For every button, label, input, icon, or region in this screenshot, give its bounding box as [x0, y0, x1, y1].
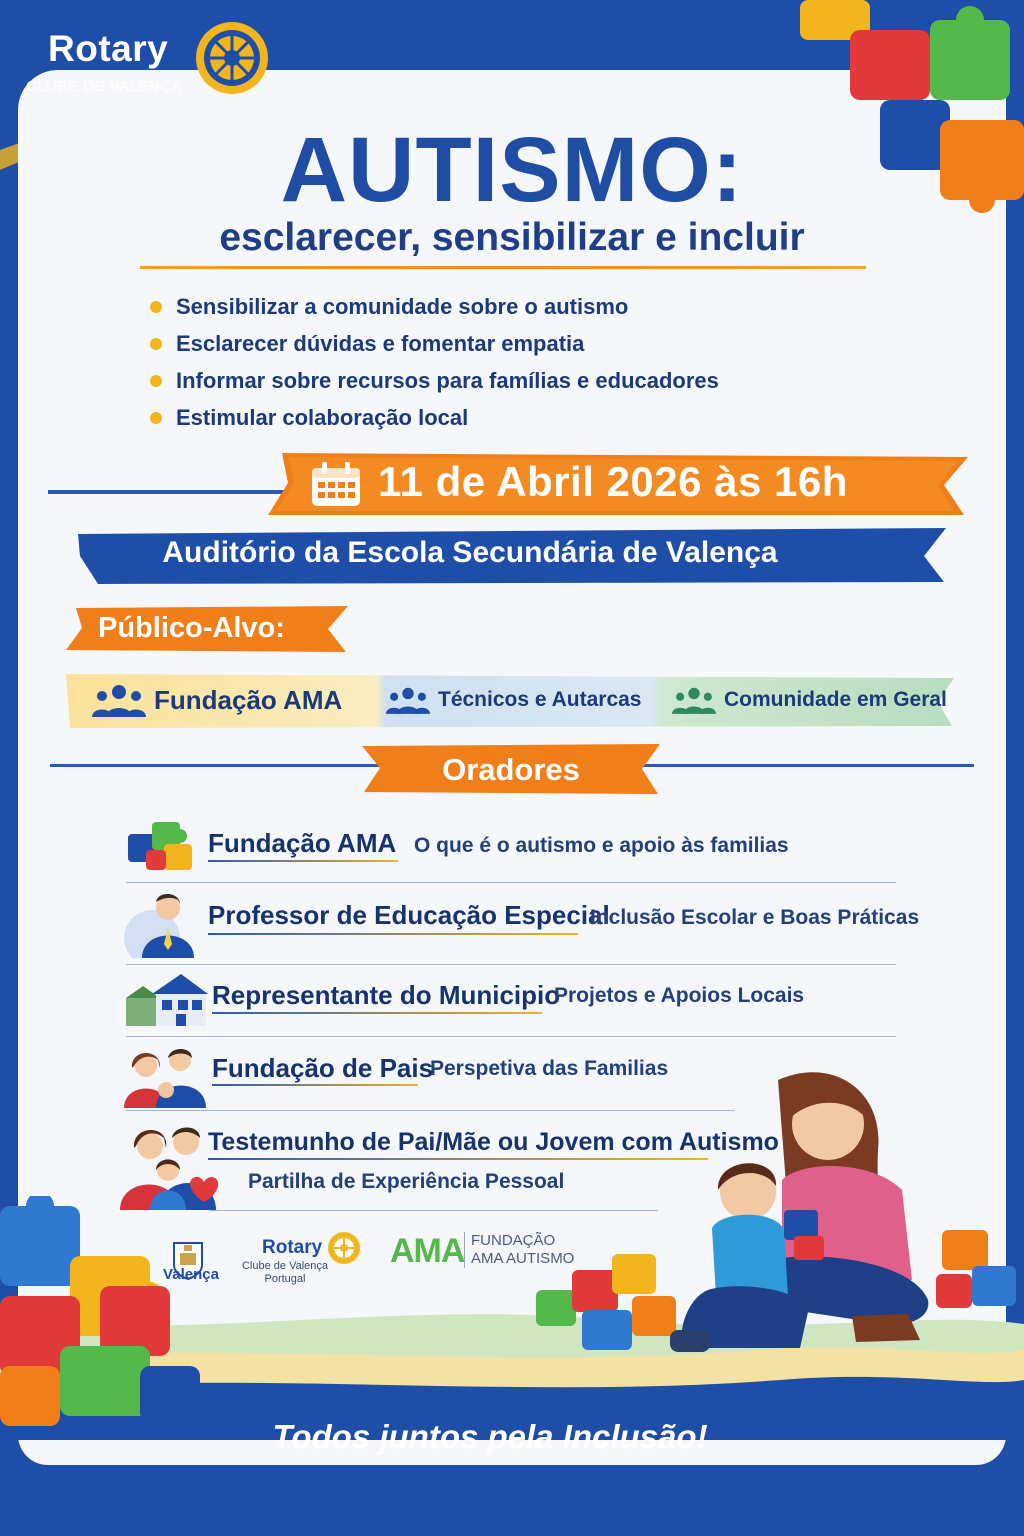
- list-item: Sensibilizar a comunidade sobre o autismo: [146, 292, 846, 329]
- list-item: Estimular colaboração local: [146, 403, 846, 440]
- bullet-dot-icon: [150, 338, 162, 350]
- speaker-name: Professor de Educação Especial: [208, 900, 610, 930]
- bullet-dot-icon: [150, 412, 162, 424]
- page-subtitle: esclarecer, sensibilizar e incluir: [219, 216, 805, 259]
- rotary-logo: [24, 22, 284, 102]
- group-people-icon: [672, 685, 716, 715]
- title-underline: [140, 266, 866, 269]
- valenca-logo-text: Valença: [163, 1266, 219, 1283]
- group-people-icon: [92, 683, 146, 717]
- objectives-list: [146, 292, 846, 440]
- fundacao-ama-logo: FUNDAÇÃO AMA AUTISMO: [464, 1232, 574, 1268]
- mother-child-illustration-icon: [532, 1060, 1024, 1380]
- speaker-divider: [126, 964, 896, 965]
- list-item: Esclarecer dúvidas e fomentar empatia: [146, 329, 846, 366]
- speaker-name: Fundação de Pais: [212, 1053, 434, 1083]
- calendar-icon: [310, 462, 362, 508]
- rotary-logo-subtitle: CLUBE DE VALENÇA: [26, 78, 183, 95]
- parents-icon: [120, 1044, 210, 1108]
- speaker-name: Fundação AMA: [208, 828, 397, 858]
- speaker-topic: Partilha de Experiência Pessoal: [248, 1170, 565, 1193]
- publico-label: Público-Alvo:: [98, 612, 285, 644]
- speaker-underline: [212, 1084, 418, 1086]
- speaker-topic: Perspetiva das Familias: [430, 1057, 669, 1080]
- rotary-wheel-icon: [192, 18, 272, 98]
- group-people-icon: [386, 685, 430, 715]
- page-title: AUTISMO:: [280, 119, 744, 221]
- rotary-footer-logo-text: Rotary: [262, 1237, 323, 1258]
- ama-logo-text: AMA: [390, 1232, 465, 1270]
- bullet-dot-icon: [150, 301, 162, 313]
- bullet-dot-icon: [150, 375, 162, 387]
- town-hall-icon: [126, 974, 208, 1028]
- speaker-underline: [208, 860, 398, 862]
- event-venue: Auditório da Escola Secundária de Valença: [162, 536, 778, 569]
- puzzle-icon: [124, 816, 202, 874]
- speaker-divider: [126, 1036, 896, 1037]
- event-date: 11 de Abril 2026 às 16h: [378, 458, 848, 505]
- list-item: Informar sobre recursos para famílias e educadores: [146, 366, 846, 403]
- rotary-logo-name: Rotary: [48, 28, 169, 69]
- speaker-divider: [126, 882, 896, 883]
- speaker-topic: Inclusão Escolar e Boas Práticas: [590, 906, 920, 929]
- speaker-name: Testemunho de Pai/Mãe ou Jovem com Autismo: [208, 1128, 779, 1156]
- speaker-topic: O que é o autismo e apoio às familias: [414, 834, 789, 857]
- oradores-label: Oradores: [442, 752, 580, 787]
- speaker-name: Representante do Municipio: [212, 980, 561, 1010]
- date-divider: [48, 490, 298, 494]
- speaker-topic: Projetos e Apoios Locais: [554, 984, 805, 1007]
- audience-item: Técnicos e Autarcas: [386, 678, 641, 722]
- speaker-underline: [212, 1012, 542, 1014]
- puzzle-pieces-bottom-icon: [0, 1196, 230, 1426]
- tagline: Todos juntos pela Inclusão!: [272, 1418, 708, 1455]
- speaker-underline: [208, 933, 578, 935]
- rotary-footer-logo-subtitle: Clube de Valença Portugal: [241, 1260, 329, 1285]
- audience-item: Comunidade em Geral: [672, 678, 947, 722]
- audience-item: Fundação AMA: [92, 678, 342, 722]
- teacher-icon: [122, 888, 202, 958]
